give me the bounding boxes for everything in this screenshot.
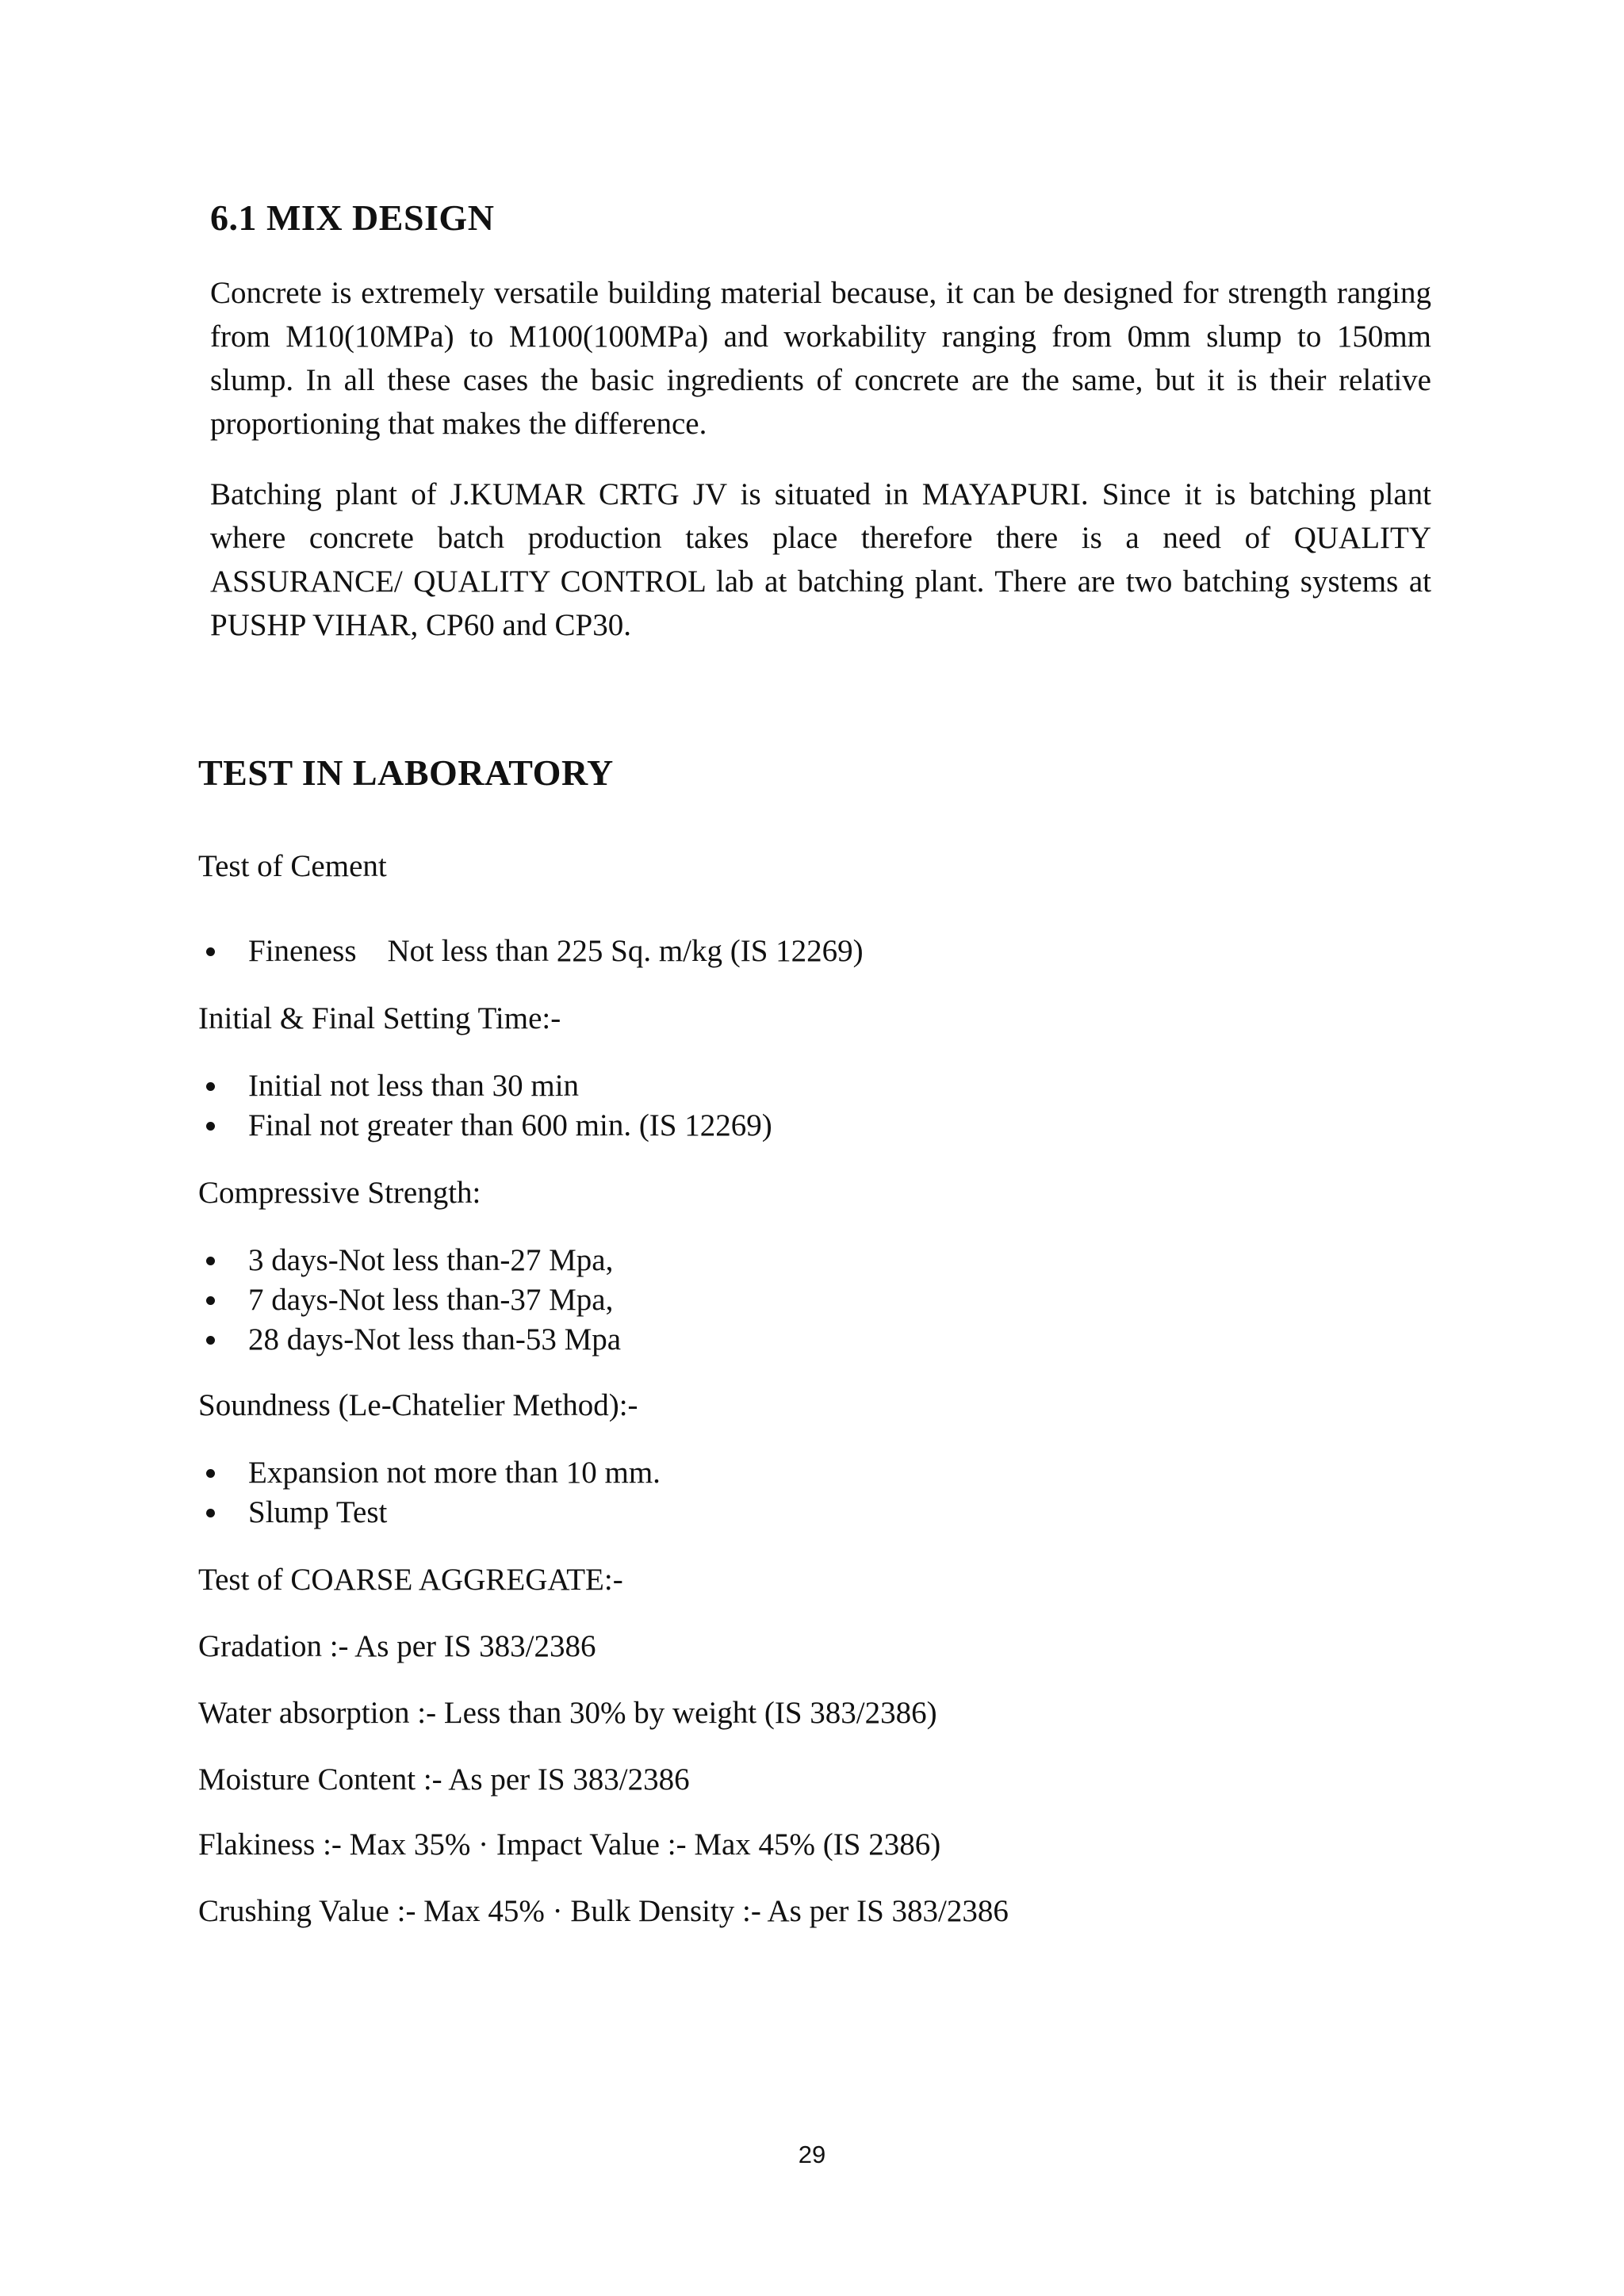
water-absorption-line: Water absorption :- Less than 30% by weight (IS 383/2386): [198, 1696, 937, 1730]
list-item: [198, 932, 864, 971]
list-item-text: 7 days-Not less than-37 Mpa,: [248, 1283, 614, 1317]
bullet-icon: [206, 1082, 215, 1091]
mix-design-heading: 6.1 MIX DESIGN: [210, 197, 495, 238]
list-item-text: Expansion not more than 10 mm.: [248, 1456, 661, 1490]
list-item: [198, 1453, 661, 1493]
coarse-aggregate-label: Test of COARSE AGGREGATE:-: [198, 1563, 623, 1597]
list-item: [198, 1280, 621, 1320]
list-item: [198, 1106, 772, 1146]
compressive-strength-label: Compressive Strength:: [198, 1176, 481, 1210]
gradation-line: Gradation :- As per IS 383/2386: [198, 1629, 596, 1663]
moisture-content-line: Moisture Content :- As per IS 383/2386: [198, 1762, 690, 1797]
soundness-list: [198, 1453, 661, 1533]
list-item-text: 28 days-Not less than-53 Mpa: [248, 1322, 622, 1357]
list-item-text: Slump Test: [248, 1495, 388, 1529]
fineness-list: [198, 932, 864, 971]
list-item-text: Final not greater than 600 min. (IS 12269): [248, 1108, 772, 1142]
list-item: [198, 1493, 661, 1533]
list-item: [198, 1241, 621, 1280]
list-item-text: Initial not less than 30 min: [248, 1069, 580, 1103]
bullet-icon: [206, 1509, 215, 1517]
flakiness-impact-line: Flakiness :- Max 35% · Impact Value :- Max 45% (IS 2386): [198, 1827, 941, 1862]
mix-design-paragraph-1: Concrete is extremely versatile building material because, it can be designed for strength ranging from M10(10MPa) to M100(100MPa) and workability ranging from 0mm slump to 150mm slump. In all these cases the basic ingredients of concrete are the same, but it is their relative proportioning that makes the difference.: [210, 276, 1431, 441]
bullet-icon: [206, 947, 215, 956]
bullet-icon: [206, 1336, 215, 1345]
setting-time-list: [198, 1066, 772, 1146]
bullet-icon: [206, 1122, 215, 1131]
list-item-text: Fineness Not less than 225 Sq. m/kg (IS 12269): [248, 934, 864, 968]
test-of-cement-label: Test of Cement: [198, 849, 387, 883]
list-item: [198, 1066, 772, 1106]
bullet-icon: [206, 1257, 215, 1265]
list-item: [198, 1320, 621, 1360]
compressive-strength-list: [198, 1241, 621, 1360]
mix-design-paragraph-2: Batching plant of J.KUMAR CRTG JV is situated in MAYAPURI. Since it is batching plant where concrete batch production takes place therefore there is a need of QUALITY ASSURANCE/ QUALITY CONTROL lab at batching plant. There are two batching systems at PUSHP VIHAR, CP60 and CP30.: [210, 477, 1431, 642]
list-item-text: 3 days-Not less than-27 Mpa,: [248, 1243, 614, 1277]
bullet-icon: [206, 1296, 215, 1305]
crushing-bulk-density-line: Crushing Value :- Max 45% · Bulk Density :- As per IS 383/2386: [198, 1894, 1009, 1928]
setting-time-label: Initial & Final Setting Time:-: [198, 1001, 561, 1035]
bullet-icon: [206, 1469, 215, 1478]
test-in-laboratory-heading: TEST IN LABORATORY: [198, 752, 614, 793]
soundness-label: Soundness (Le-Chatelier Method):-: [198, 1388, 638, 1422]
page-number: 29: [798, 2141, 826, 2168]
